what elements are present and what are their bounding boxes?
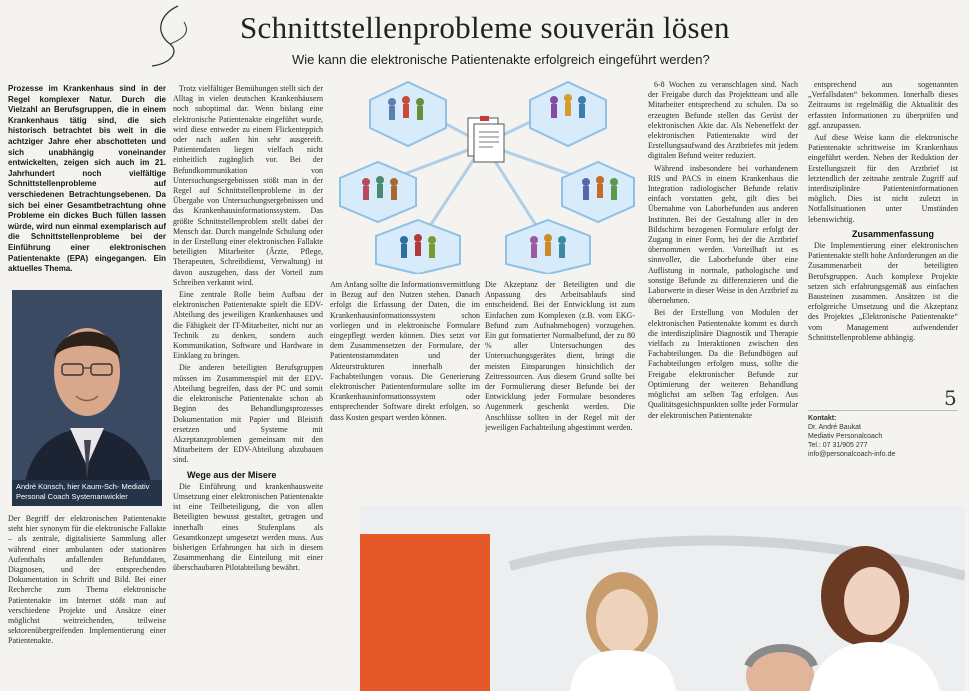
column-6 — [808, 80, 958, 384]
column-6-paragraph: Auf diese Weise kann die elektronische Patientenakte schrittweise im Krankenhaus eingeführt werden. Neben der Reduktion der Erstellungszeit für den Arztbrief ist letztendlich der zeitnahe zentrale Zugriff auf interdisziplinäre Patienteninformationen möglich. Dies ist nicht zuletzt in Notfallsituationen unter Umständen lebenswichtig. — [808, 133, 958, 224]
document-stack-icon — [468, 116, 504, 162]
column-5 — [648, 80, 798, 484]
contact-line: Dr. André Baukat — [808, 424, 861, 431]
column-2 — [173, 84, 323, 688]
medical-team-photo — [360, 506, 965, 691]
column-2-paragraph: Die Einführung und krankenhausweite Umsetzung einer elektronischen Patientenakte ist eine Teilbeteiligung, die von allen Beteiligten bewusst gestaltet, getragen und innerhalb eines Stufenplans als Gesamtkonzept umgesetzt werden muss. Aus bisherigen Erfahrungen hat sich in diesem Zusammenhang die Einteilung mit einer überschaubaren Pilotabteilung bewährt. — [173, 481, 323, 573]
column-4: Die Akzeptanz der Beteiligten und die Anpassung des Arbeitsablaufs sind entscheidend. Bei der Entwicklung ist zum Einfachen zum Komplexen (z.B. vom EKG-Befund zum Aufnahmebogen) vorzugehen. Ein gut formatierter Normalbefund, der zu 80 % aller Untersuchungen des Untersuchungsgerätes dient, bringt die meisten Einsparungen hinsichtlich der Zeitressourcen. Aus diesem Grund sollte bei der Formulierung dieser Befunde bei der Entwicklung jeder Formulare besonderes Augenmerk geschenkt werden. Die Anschlüsse sollten in der Regel mit der jeweiligen Fachabteilung abgestimmt werden. — [485, 280, 635, 432]
photo-caption: André Künsch, hier Kaum-Sch- Mediativ Personal Coach Systemanwickler — [12, 480, 162, 506]
medical-team-illustration — [360, 506, 965, 691]
column-6-paragraph: entsprechend aus sogenannten „Verfallsdaten“ bekommen. Innerhalb dieses Zeitraums ist regelmäßig die Aktualität des erfassten Informationen zu überprüfen und ggf. anzupassen. — [808, 80, 958, 130]
column-1-body: Der Begriff der elektronischen Patientenakte steht hier synonym für die elektronische Fallakte – als zentrale, digitalisierte Sammlung aller während einer ambulanten oder stationären Aufenthalts anfallenden Befunddaten, Diagnosen, und der entsprechenden Dokumentation in Schrift und Bild. Bei einer Recherche zum Thema elektronische Patientenakte im Internet stößt man auf verschiedene Projekte und Ansätze einer möglichst weitreichenden, teilweise sektorenübergreifenden Implementierung einer Patientenakte. — [8, 514, 166, 646]
article-subtitle: Wie kann die elektronische Patientenakte erfolgreich eingeführt werden? — [292, 52, 710, 67]
contact-label: Kontakt: — [808, 415, 837, 422]
people-network-graphic — [328, 74, 640, 274]
handwritten-page-mark: 5 — [944, 386, 957, 410]
lead-paragraph: Prozesse im Krankenhaus sind in der Regel komplexer Natur. Durch die Vielzahl an Berufsgruppen, die in einem Krankenhaus tätig sind, die sich historisch betrachtet bis weit in die achtziger Jahre eher abschotteten und sich unabhängig voneinander entwickelten, zeigen sich auch im 21. Jahrhundert noch vielfältige Schnittstellenprobleme auf verschiedenen Betrachtungsebenen. Da sich bei einer Gesamtbetrachtung ohne Probleme ein dickes Buch füllen lassen würde, wird nun einmal exemplarisch auf die Schnittstellenprobleme bei der Einführung einer elektronischen Patientenakte (EPA) eingegangen. Ein aktuelles Thema. — [8, 84, 166, 274]
contact-line: Mediativ Personalcoach — [808, 433, 883, 440]
orange-panel — [360, 534, 490, 691]
network-illustration — [328, 74, 640, 274]
column-6-paragraph: Die Implementierung einer elektronischen Patientenakte stellt hohe Anforderungen an die Zusammenarbeit der beteiligten Berufsgruppen. Auch komplexe Projekte setzen sich erfahrungsgemäß aus einfachen Bausteinen zusammen. Ansätzen ist die erfolgreiche Umsetzung und die Akzeptanz des Projektes „Elektronische Patientenakte“ vom Management aufwendender Schnittstellenprobleme abhängig. — [808, 241, 958, 342]
column-5-paragraph: Während insbesondere bei vorhandenem RIS und PACS in einem Krankenhaus die Integration radiologischer Befunde relativ einfach vorstatten geht, gilt dies bei Übernahme von Laborbefunden aus anderen Instituten. Bei der Gestaltung aller in den Bildschirm bezogenen Formulare erfolgt der Zugang in einer Form, bei der die Arztbrief übernommen werden. Vorteilhaft ist es sinnvoller, die Laborbefunde über eine Auflistung in normale, pathologische und sonstige Befunde zu differenzieren und die Laborwerte in dieser Weise in den Arztbrief zu übernehmen. — [648, 163, 798, 306]
contact-line: info@personalcoach-info.de — [808, 451, 896, 458]
column-5-paragraph: Bei der Erstellung von Modulen der elektronischen Patientenakte kommt es durch die interdisziplinäre Diagnostik und Therapie vielfach zu Interaktionen zwischen den Fachabteilungen. Da die Befundbögen auf Fachabteilungen erfolgen muss, sollte die Freigabe elektronischer Befunde zur Optimierung der weiteren Behandlung möglichst am selben Tag erfolgen. Aus Qualitätsgesichtspunkten sollte jeder Formular der elektronischen Patientenakte — [648, 308, 798, 420]
contact-line: Tel.: 07 31/905 277 — [808, 442, 868, 449]
pen-scribble — [140, 2, 210, 72]
section-heading-zusammenfassung: Zusammenfassung — [852, 228, 935, 239]
column-2-paragraph: Die anderen beteiligten Berufsgruppen müssen im Zusammenspiel mit der EDV-Abteilung begreifen, dass der PC und somit die elektronische Patientenakte schon ab Beginn des Behandlungsprozesses Dokumentation mit Papier und Bleistift ersetzen und Systeme mit Akzeptanzproblemen gemeinsam mit den Mitarbeitern der EDV-Abteilung abzubauen sind. — [173, 363, 323, 465]
column-5-paragraph: 6-8 Wochen zu veranschlagen sind. Nach der Freigabe durch das Projektteam und alle Mitarbeiter entsprechend zu schulen. Da so erzeugten Befunde stellen das Gerüst der elektronischen Akte dar. Als Nebeneffekt der elektronischen Patientenakte wird der Erstellungsaufwand des Arztbriefes mit jedem digitalen Befund weiter reduziert. — [648, 80, 798, 161]
portrait-illustration — [12, 290, 162, 502]
contact-divider — [808, 410, 958, 411]
section-heading-wege: Wege aus der Misere — [187, 469, 277, 480]
column-2-paragraph: Eine zentrale Rolle beim Aufbau der elektronischen Patientenakte spielt die EDV-Abteilung des jeweiligen Krankenhauses und die Fähigkeit der IT-Mitarbeiter, nicht nur an Technik zu denken, sondern auch Kommunikation, Software und Hardware in Einklang zu bringen. — [173, 290, 323, 361]
column-2-paragraph: Trotz vielfältiger Bemühungen stellt sich der Alltag in vielen deutschen Krankenhäusern noch suboptimal dar. Wenn bislang eine elektronische Patientenakte eingeführt wurde, wird diese entweder zu einem Flickenteppich oder nach außen hin sehr ausgereift. Patientendaten liegen vielfach nicht einheitlich zugänglich vor. Bei der Befundkommunikation von Untersuchungsergebnissen stößt man in der Regel auf Schnittstellenprobleme in der Übergabe von Untersuchungsergebnissen und das Krankenhausinformationssystem. Das größte Schnittstellenproblem stellt dabei der Mensch dar. Durch mangelnde Schulung oder in der Erstellung einer elektronischen Fallakte beteiligten Mitarbeiter (Ärzte, Pflege, Therapeuten, Schreibdienst, Verwaltung) ist davon auszugehen, dass der Vorteil zum Schreiben verkannt wird. — [173, 84, 323, 287]
article-title: Schnittstellenprobleme souverän lösen — [240, 10, 730, 45]
column-3: Am Anfang sollte die Informationsvermittlung in Bezug auf den Nutzen stehen. Danach erfolgt die Erfassung der Daten, die im Krankenhausinformationssystem schon vorliegen und in elektronische Formulare eingepflegt werden können. Dies setzt vor dem Zusammensetzen der Formulare, der Patientenstammdaten und der Akteurstrukturen innerhalb der Fachabteilungen voraus. Die Generierung elektronischer Patientenformulare sollte im Krankenhausinformationssystem oder entsprechender Software direkt erfolgen, so dass Kosten gespart werden können. — [330, 280, 480, 422]
author-photo — [12, 290, 162, 502]
contact-box — [808, 414, 958, 474]
